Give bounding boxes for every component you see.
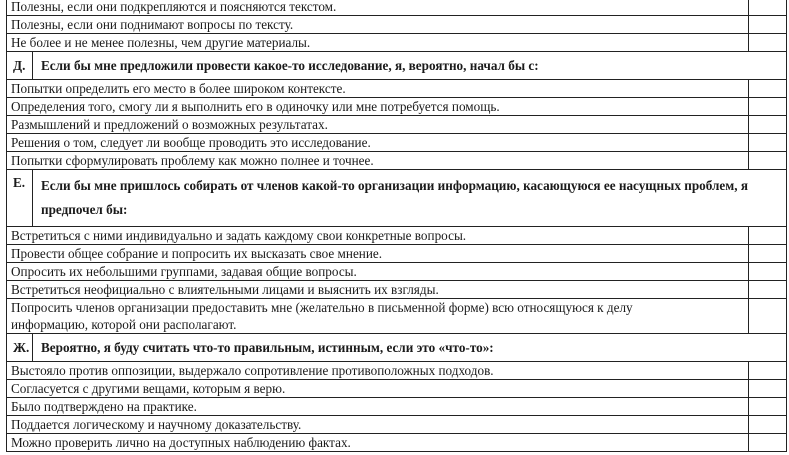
- score-cell[interactable]: [749, 434, 787, 452]
- questionnaire-table: [6, 0, 787, 452]
- option-text: Решения о том, следует ли вообще проводить это исследование.: [7, 134, 749, 152]
- score-cell[interactable]: [749, 416, 787, 434]
- question-letter: Ж.: [7, 334, 33, 362]
- option-text: Согласуется с другими вещами, которым я верю.: [7, 380, 749, 398]
- table-row: [7, 34, 787, 52]
- score-cell[interactable]: [749, 362, 787, 380]
- option-text: Полезны, если они подкрепляются и поясняются текстом.: [7, 0, 749, 16]
- score-cell[interactable]: [749, 16, 787, 34]
- table-row: [7, 245, 787, 263]
- table-row: [7, 152, 787, 170]
- score-cell[interactable]: [749, 0, 787, 16]
- score-cell[interactable]: [749, 245, 787, 263]
- score-cell[interactable]: [749, 227, 787, 245]
- option-text: Не более и не менее полезны, чем другие материалы.: [7, 34, 749, 52]
- option-text: Размышлений и предложений о возможных результатах.: [7, 116, 749, 134]
- table-row: [7, 398, 787, 416]
- score-cell[interactable]: [749, 281, 787, 299]
- table-row: [7, 416, 787, 434]
- score-cell[interactable]: [749, 98, 787, 116]
- score-cell[interactable]: [749, 34, 787, 52]
- question-row-d: [7, 52, 787, 80]
- score-cell[interactable]: [749, 116, 787, 134]
- score-cell[interactable]: [749, 80, 787, 98]
- score-cell[interactable]: [749, 152, 787, 170]
- question-letter: Е.: [7, 170, 33, 227]
- option-text: Можно проверить лично на доступных наблюдению фактах.: [7, 434, 749, 452]
- question-row-zh: [7, 334, 787, 362]
- question-row-e: [7, 170, 787, 227]
- score-cell[interactable]: [749, 134, 787, 152]
- option-text: Было подтверждено на практике.: [7, 398, 749, 416]
- option-text: Поддается логическому и научному доказательству.: [7, 416, 749, 434]
- table-row: [7, 116, 787, 134]
- table-row: [7, 362, 787, 380]
- score-cell[interactable]: [749, 380, 787, 398]
- option-text: Встретиться неофициально с влиятельными лицами и выяснить их взгляды.: [7, 281, 749, 299]
- option-text: Провести общее собрание и попросить их высказать свое мнение.: [7, 245, 749, 263]
- table-row: [7, 299, 787, 334]
- table-row: [7, 227, 787, 245]
- option-text: Определения того, смогу ли я выполнить его в одиночку или мне потребуется помощь.: [7, 98, 749, 116]
- question-text: Если бы мне предложили провести какое-то исследование, я, вероятно, начал бы с:: [33, 52, 787, 80]
- table-row: [7, 380, 787, 398]
- score-cell[interactable]: [749, 263, 787, 281]
- table-row: [7, 281, 787, 299]
- table-row: [7, 434, 787, 452]
- table-row: [7, 263, 787, 281]
- option-text: Попытки сформулировать проблему как можно полнее и точнее.: [7, 152, 749, 170]
- option-text: Встретиться с ними индивидуально и задать каждому свои конкретные вопросы.: [7, 227, 749, 245]
- score-cell[interactable]: [749, 398, 787, 416]
- table-row: [7, 80, 787, 98]
- question-letter: Д.: [7, 52, 33, 80]
- score-cell[interactable]: [749, 299, 787, 334]
- table-row: [7, 98, 787, 116]
- option-text: Попросить членов организации предоставить мне (желательно в письменной форме) всю относящуюся к делу информацию, которой они располагают.: [7, 299, 749, 334]
- option-text: Выстояло против оппозиции, выдержало сопротивление противоположных подходов.: [7, 362, 749, 380]
- question-text: Если бы мне пришлось собирать от членов какой-то организации информацию, касающуюся ее насущных проблем, я предпочел бы:: [33, 170, 787, 227]
- table-row: [7, 134, 787, 152]
- option-text: Опросить их небольшими группами, задавая общие вопросы.: [7, 263, 749, 281]
- table-row: [7, 16, 787, 34]
- question-text: Вероятно, я буду считать что-то правильным, истинным, если это «что-то»:: [33, 334, 787, 362]
- option-text: Попытки определить его место в более широком контексте.: [7, 80, 749, 98]
- table-row: [7, 0, 787, 16]
- option-text: Полезны, если они поднимают вопросы по тексту.: [7, 16, 749, 34]
